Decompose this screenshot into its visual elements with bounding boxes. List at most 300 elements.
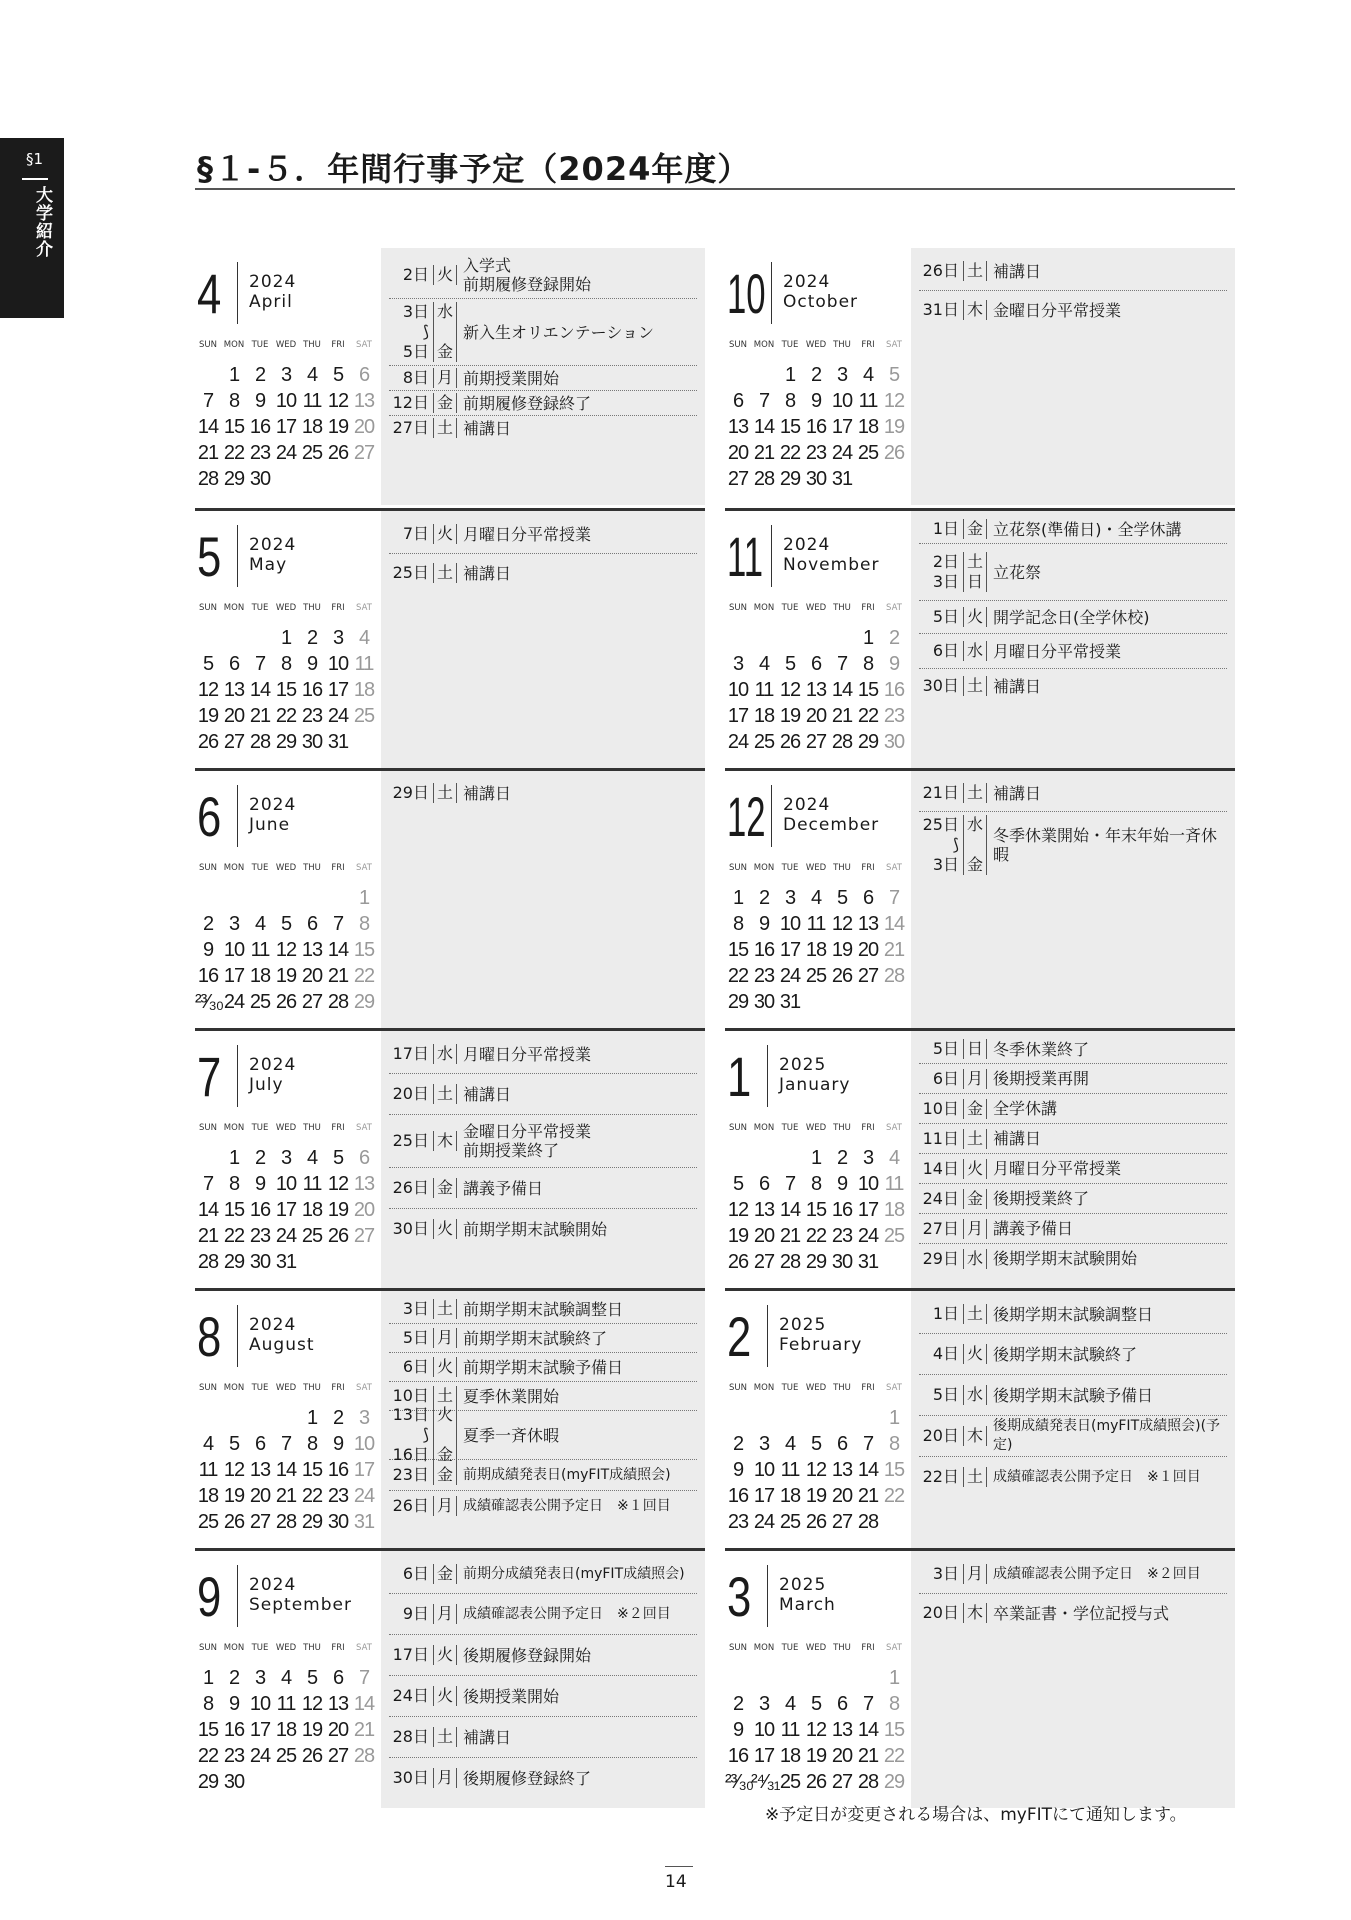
weekday-label: THU — [833, 340, 851, 350]
week-row — [725, 1665, 911, 1691]
event-row — [389, 391, 697, 416]
day-cell: 8 — [862, 653, 874, 675]
weekday-label: SUN — [729, 603, 747, 613]
week-row — [725, 1145, 911, 1171]
day-cell: 3 — [862, 1147, 874, 1169]
event-weekday: 火 — [434, 1219, 457, 1239]
weekday-label: FRI — [861, 1643, 875, 1653]
event-list — [381, 1031, 705, 1288]
day-cell: 23 — [753, 965, 775, 987]
month-calendar — [195, 248, 381, 508]
event-list — [381, 248, 705, 505]
month-divider — [771, 525, 772, 587]
day-cell: 12 — [327, 1173, 349, 1195]
event-row — [389, 1168, 697, 1209]
event-weekday: 月 — [434, 1768, 457, 1788]
day-cell: 26 — [805, 1511, 827, 1533]
week-row — [195, 1769, 381, 1795]
day-cell: 23 — [249, 442, 271, 464]
day-cell: 28 — [753, 468, 775, 490]
event-weekday: 火 — [434, 524, 457, 544]
day-cell: 16 — [197, 965, 219, 987]
day-cell: 4 — [306, 1147, 318, 1169]
event-weekday: 土 — [964, 261, 987, 281]
event-title: 補講日 — [463, 783, 512, 803]
day-cell: 11 — [250, 939, 270, 961]
day-cell: 20 — [805, 705, 827, 727]
event-weekday: 火 — [964, 1344, 987, 1364]
day-cell — [881, 1509, 907, 1535]
event-row — [919, 252, 1227, 291]
day-cell: 24 — [275, 1225, 297, 1247]
event-title: 補講日 — [463, 563, 512, 583]
month-year: 2024 — [783, 272, 831, 292]
day-cell: 27 — [327, 1745, 349, 1767]
day-cell: 7 — [280, 1433, 292, 1455]
event-row — [919, 1416, 1227, 1457]
day-cell: 28 — [831, 731, 853, 753]
month-name: September — [249, 1595, 352, 1615]
day-cell: 16 — [249, 1199, 271, 1221]
day-cell: 1 — [888, 1407, 900, 1429]
event-title: 前期学期末試験調整日 — [463, 1299, 624, 1319]
day-cell: 11 — [884, 1173, 904, 1195]
week-row — [725, 729, 911, 755]
week-row — [195, 885, 381, 911]
day-cell — [751, 362, 777, 388]
day-cell: 12 — [831, 913, 853, 935]
day-cell: 8 — [228, 390, 240, 412]
day-cell: 2 — [332, 1407, 344, 1429]
day-cell: 24 — [275, 442, 297, 464]
weekday-label: SAT — [886, 1123, 902, 1133]
event-title: 補講日 — [993, 261, 1042, 281]
day-cell — [247, 1769, 273, 1795]
day-cell: 24 — [353, 1485, 375, 1507]
weekday-label: THU — [303, 340, 321, 350]
day-cell: 9 — [732, 1459, 744, 1481]
day-cell: 18 — [275, 1719, 297, 1741]
weekday-label: MON — [753, 1123, 775, 1133]
day-cell: 9 — [306, 653, 318, 675]
event-weekday: 金 — [964, 1189, 987, 1209]
weekday-label: SUN — [729, 1383, 747, 1393]
weekday-label: THU — [833, 863, 851, 873]
event-title: 全学休講 — [993, 1099, 1058, 1118]
day-cell — [221, 1405, 247, 1431]
day-cell: 29 — [805, 1251, 827, 1273]
day-grid — [725, 1665, 911, 1795]
event-title: 月曜日分平常授業 — [463, 1044, 592, 1064]
day-cell: 1 — [810, 1147, 822, 1169]
weekday-label: FRI — [861, 1383, 875, 1393]
weekday-label: FRI — [331, 1123, 345, 1133]
day-cell: 13 — [223, 679, 245, 701]
event-title: 成績確認表公開予定日 ※２回目 — [463, 1605, 671, 1622]
day-cell: 19 — [223, 1485, 245, 1507]
event-list — [911, 248, 1235, 505]
day-cell: 13 — [857, 913, 879, 935]
month-number: 2 — [727, 1305, 752, 1368]
week-row — [195, 937, 381, 963]
weekday-label: THU — [833, 1643, 851, 1653]
day-cell: ²³⁄₃₀ — [195, 991, 224, 1013]
event-title: 後期学期末試験調整日 — [993, 1304, 1154, 1324]
event-weekday: 土 — [964, 1304, 987, 1324]
event-title: 冬季休業終了 — [993, 1039, 1090, 1059]
day-cell: 7 — [784, 1173, 796, 1195]
weekday-label: SAT — [886, 1383, 902, 1393]
event-weekday: 水 — [964, 641, 987, 661]
weekday-label: WED — [275, 1123, 297, 1133]
event-title: 立花祭(準備日)・全学休講 — [993, 519, 1182, 539]
day-cell: 28 — [779, 1251, 801, 1273]
day-cell: 17 — [223, 965, 245, 987]
day-cell: 7 — [758, 390, 770, 412]
day-cell — [299, 1249, 325, 1275]
day-cell: 17 — [753, 1485, 775, 1507]
event-title: 冬季休業開始・年末年始一斉休暇 — [993, 826, 1218, 864]
day-cell: 3 — [280, 364, 292, 386]
weekday-label: MON — [753, 1643, 775, 1653]
day-cell: 19 — [779, 705, 801, 727]
event-title: 金曜日分平常授業 前期授業終了 — [463, 1122, 592, 1160]
event-weekday: 火 金 — [434, 1405, 457, 1465]
day-cell: 15 — [883, 1459, 905, 1481]
event-date: 30日 — [389, 1219, 434, 1239]
week-row — [725, 937, 911, 963]
day-cell: 24 — [327, 705, 349, 727]
day-cell: 18 — [779, 1485, 801, 1507]
event-date: 21日 — [919, 783, 964, 803]
day-cell: 27 — [831, 1511, 853, 1533]
event-weekday: 土 — [434, 563, 457, 583]
month-name: December — [783, 815, 880, 835]
weekday-label: THU — [303, 1643, 321, 1653]
day-cell: 3 — [228, 913, 240, 935]
day-cell: 13 — [301, 939, 323, 961]
day-cell: 7 — [862, 1693, 874, 1715]
day-cell: 3 — [784, 887, 796, 909]
week-row — [725, 1483, 911, 1509]
month-calendar — [725, 771, 911, 1028]
day-cell: 23 — [831, 1225, 853, 1247]
day-cell: 6 — [228, 653, 240, 675]
event-row — [389, 1035, 697, 1074]
weekday-label: SAT — [356, 603, 372, 613]
event-title: 後期成績発表日(myFIT成績照会)(予定) — [993, 1418, 1221, 1453]
week-row — [195, 911, 381, 937]
month-block — [195, 248, 705, 508]
day-cell: 30 — [753, 991, 775, 1013]
day-cell — [195, 1145, 221, 1171]
event-title: 補講日 — [993, 1129, 1042, 1148]
day-cell — [855, 466, 881, 492]
day-cell: 10 — [249, 1693, 271, 1715]
month-block — [725, 508, 1235, 768]
day-cell: 1 — [862, 627, 874, 649]
event-date: 26日 — [389, 1178, 434, 1198]
weekday-label: MON — [223, 863, 245, 873]
day-cell: 2 — [732, 1693, 744, 1715]
event-weekday: 金 — [964, 519, 987, 539]
event-date: 8日 — [389, 368, 434, 388]
event-row — [919, 1154, 1227, 1184]
weekday-label: FRI — [861, 603, 875, 613]
day-cell: 22 — [223, 442, 245, 464]
event-title: 補講日 — [463, 1727, 512, 1747]
day-cell: 12 — [805, 1459, 827, 1481]
weekday-label: THU — [303, 603, 321, 613]
day-cell: 18 — [857, 416, 879, 438]
month-number: 5 — [197, 525, 222, 588]
day-cell — [803, 1405, 829, 1431]
day-cell — [299, 1769, 325, 1795]
day-cell: 17 — [327, 679, 349, 701]
day-cell: 27 — [223, 731, 245, 753]
day-cell: 1 — [732, 887, 744, 909]
weekday-label: TUE — [781, 1123, 799, 1133]
month-year: 2024 — [249, 535, 297, 555]
event-row — [389, 1115, 697, 1168]
day-cell: 22 — [883, 1485, 905, 1507]
day-cell: 2 — [202, 913, 214, 935]
day-cell: 28 — [857, 1771, 879, 1793]
day-cell: 29 — [301, 1511, 323, 1533]
day-cell: 4 — [280, 1667, 292, 1689]
weekday-label: WED — [275, 340, 297, 350]
day-cell — [195, 362, 221, 388]
day-cell: 8 — [888, 1693, 900, 1715]
day-cell — [777, 1405, 803, 1431]
event-date: 3日 — [919, 1564, 964, 1584]
day-cell: 23 — [223, 1745, 245, 1767]
day-cell: 2 — [228, 1667, 240, 1689]
day-cell — [351, 1249, 377, 1275]
day-cell: 2 — [732, 1433, 744, 1455]
day-cell: 27 — [753, 1251, 775, 1273]
day-cell: 26 — [727, 1251, 749, 1273]
day-cell: 4 — [810, 887, 822, 909]
day-cell: 8 — [358, 913, 370, 935]
day-cell — [351, 466, 377, 492]
month-divider — [237, 785, 238, 847]
day-cell: 2 — [836, 1147, 848, 1169]
day-cell: 5 — [228, 1433, 240, 1455]
day-cell: 8 — [306, 1433, 318, 1455]
event-weekday: 木 — [964, 1603, 987, 1623]
day-cell: 11 — [276, 1693, 296, 1715]
event-date: 26日 — [389, 1496, 434, 1516]
weekday-label: TUE — [251, 1383, 269, 1393]
day-cell — [829, 1405, 855, 1431]
day-cell — [751, 1405, 777, 1431]
day-cell: 9 — [732, 1719, 744, 1741]
month-block — [195, 1028, 705, 1288]
event-row — [919, 1124, 1227, 1154]
month-divider — [237, 1305, 238, 1367]
week-row — [195, 989, 381, 1015]
day-cell: 29 — [727, 991, 749, 1013]
event-title: 立花祭 — [993, 562, 1042, 582]
weekday-label: MON — [223, 1643, 245, 1653]
weekday-label: SUN — [199, 1383, 217, 1393]
week-row — [725, 1717, 911, 1743]
day-cell: 12 — [223, 1459, 245, 1481]
day-cell: 9 — [758, 913, 770, 935]
day-cell: 11 — [806, 913, 826, 935]
event-date: 1日 — [919, 519, 964, 539]
week-row — [195, 1665, 381, 1691]
month-year: 2024 — [249, 795, 297, 815]
day-cell: 8 — [888, 1433, 900, 1455]
day-cell: 28 — [249, 731, 271, 753]
day-cell: 23 — [805, 442, 827, 464]
event-weekday: 水 — [964, 1249, 987, 1269]
event-date: 29日 — [389, 783, 434, 803]
week-row — [725, 1431, 911, 1457]
day-cell: 24 — [727, 731, 749, 753]
event-title: 前期授業開始 — [463, 368, 560, 388]
event-title: 後期授業再開 — [993, 1069, 1090, 1088]
month-number: 12 — [727, 785, 766, 848]
day-cell: 15 — [353, 939, 375, 961]
month-number: 4 — [197, 262, 222, 325]
day-cell: 12 — [883, 390, 905, 412]
calendar-row — [195, 1288, 1235, 1548]
weekday-header — [195, 1643, 381, 1653]
title-rule — [195, 188, 1235, 190]
week-row — [195, 1197, 381, 1223]
month-number: 1 — [727, 1045, 752, 1108]
day-cell: 10 — [327, 653, 349, 675]
day-cell: 11 — [858, 390, 878, 412]
day-cell — [803, 989, 829, 1015]
event-list — [911, 1031, 1235, 1288]
day-cell: 14 — [327, 939, 349, 961]
event-title: 後期学期末試験開始 — [993, 1249, 1138, 1268]
event-title: 後期授業開始 — [463, 1686, 560, 1706]
day-cell: 5 — [202, 653, 214, 675]
month-divider — [237, 1045, 238, 1107]
day-cell: 5 — [332, 364, 344, 386]
weekday-header — [725, 1123, 911, 1133]
month-divider — [237, 262, 238, 324]
week-row — [195, 963, 381, 989]
day-cell: 1 — [784, 364, 796, 386]
weekday-label: THU — [833, 603, 851, 613]
day-cell — [247, 1405, 273, 1431]
event-date: 30日 — [919, 676, 964, 696]
event-weekday: 土 — [964, 676, 987, 696]
event-weekday: 月 — [434, 1496, 457, 1516]
day-cell: 26 — [327, 1225, 349, 1247]
weekday-header — [195, 340, 381, 350]
event-weekday: 金 — [434, 1564, 457, 1584]
day-cell: 21 — [831, 705, 853, 727]
day-cell: 25 — [805, 965, 827, 987]
event-title: 前期履修登録終了 — [463, 393, 592, 413]
weekday-label: SAT — [356, 340, 372, 350]
day-cell — [247, 625, 273, 651]
weekday-label: WED — [275, 1383, 297, 1393]
event-row — [919, 1375, 1227, 1416]
day-cell — [325, 885, 351, 911]
event-row — [389, 1594, 697, 1635]
day-cell: 14 — [857, 1459, 879, 1481]
day-cell: 18 — [301, 1199, 323, 1221]
month-name: February — [779, 1335, 863, 1355]
day-cell: 3 — [732, 653, 744, 675]
day-cell: 31 — [857, 1251, 879, 1273]
day-cell: 5 — [888, 364, 900, 386]
day-cell: 22 — [275, 705, 297, 727]
weekday-label: MON — [223, 1383, 245, 1393]
day-cell — [777, 1145, 803, 1171]
day-cell: 1 — [228, 1147, 240, 1169]
weekday-label: FRI — [861, 340, 875, 350]
week-row — [725, 1197, 911, 1223]
day-cell: 18 — [779, 1745, 801, 1767]
event-title: 卒業証書・学位記授与式 — [993, 1603, 1170, 1623]
day-cell: 9 — [254, 1173, 266, 1195]
event-row — [919, 812, 1227, 878]
section-label: 大学紹介 — [32, 186, 52, 258]
event-weekday: 金 — [434, 1465, 457, 1485]
event-title: 夏季休業開始 — [463, 1386, 560, 1406]
weekday-label: FRI — [861, 1123, 875, 1133]
day-cell: 12 — [727, 1199, 749, 1221]
day-cell: 30 — [805, 468, 827, 490]
day-cell — [221, 885, 247, 911]
day-cell: 5 — [836, 887, 848, 909]
event-date: 9日 — [389, 1604, 434, 1624]
day-cell: 6 — [810, 653, 822, 675]
day-cell: 9 — [202, 939, 214, 961]
month-calendar — [725, 1551, 911, 1808]
day-cell: 9 — [888, 653, 900, 675]
day-cell: 4 — [358, 627, 370, 649]
weekday-label: THU — [833, 1383, 851, 1393]
event-list — [381, 1551, 705, 1808]
event-title: 前期学期末試験開始 — [463, 1219, 608, 1239]
month-number: 6 — [197, 785, 222, 848]
calendar-row — [195, 248, 1235, 508]
day-cell: 22 — [805, 1225, 827, 1247]
day-cell: 28 — [353, 1745, 375, 1767]
day-cell: ²⁴⁄₃₁ — [751, 1771, 780, 1793]
event-row — [919, 1555, 1227, 1594]
week-row — [725, 1691, 911, 1717]
day-cell — [855, 989, 881, 1015]
day-cell: 20 — [249, 1485, 271, 1507]
event-title: 後期学期末試験予備日 — [993, 1385, 1154, 1405]
event-date: 5日 — [919, 1385, 964, 1405]
week-row — [725, 1769, 911, 1795]
day-grid — [725, 1145, 911, 1275]
month-year: 2025 — [779, 1575, 827, 1595]
week-row — [195, 1717, 381, 1743]
event-date: 10日 — [389, 1386, 434, 1406]
weekday-label: TUE — [781, 1643, 799, 1653]
day-cell: 25 — [857, 442, 879, 464]
event-title: 補講日 — [463, 418, 512, 438]
day-cell: 5 — [332, 1147, 344, 1169]
day-cell: 24 — [779, 965, 801, 987]
month-divider — [767, 1305, 768, 1367]
day-cell: 19 — [301, 1719, 323, 1741]
event-weekday: 月 — [964, 1564, 987, 1584]
